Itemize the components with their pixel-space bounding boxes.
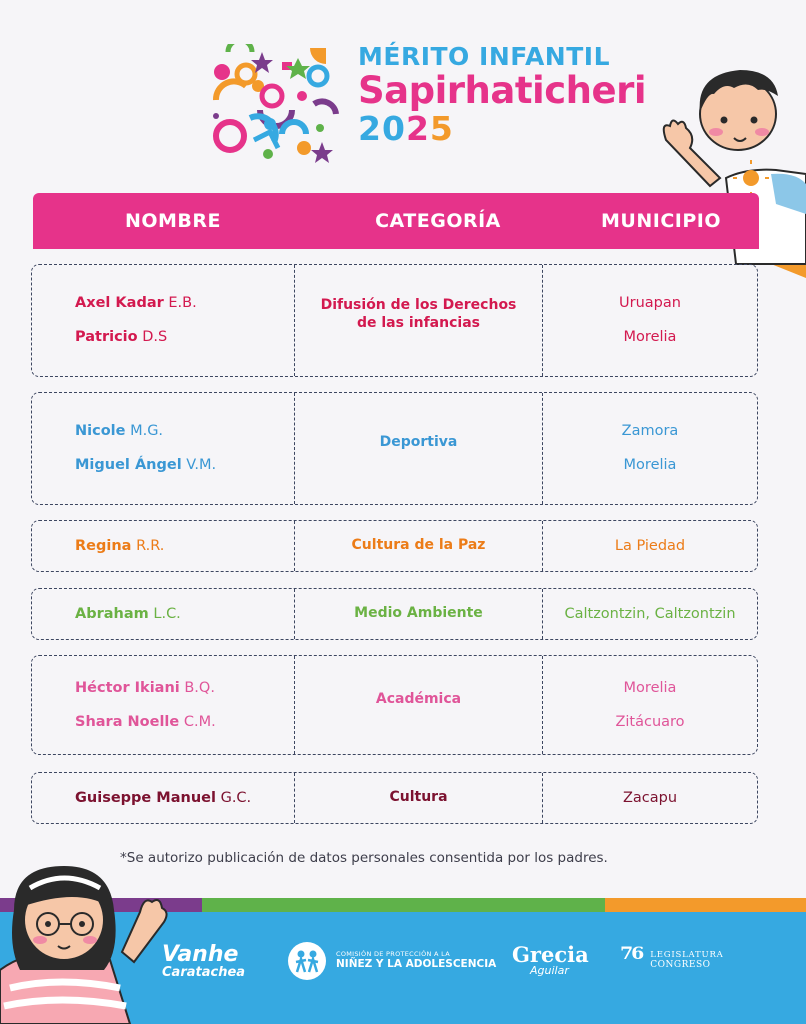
table-row [31, 772, 758, 824]
municipality-cell [543, 589, 757, 639]
category-cell [295, 521, 543, 571]
category-label: Académica [375, 691, 462, 708]
table-row [31, 588, 758, 640]
municipality: Caltzontzin, Caltzontzin [564, 605, 736, 622]
names-cell [32, 265, 295, 376]
sponsor-legislatura-logo: ⁷⁶ LEGISLATURA CONGRESO [620, 942, 724, 977]
category-label: Medio Ambiente [354, 605, 483, 622]
winner-name: Shara Noelle C.M. [75, 713, 216, 730]
winner-name: Patricio D.S [75, 329, 168, 345]
municipality: La Piedad [614, 537, 686, 554]
consent-footnote: *Se autorizo publicación de datos personales consentida por los padres. [120, 850, 608, 866]
legislatura-emblem-icon: ⁷⁶ [620, 942, 643, 977]
municipality-cell [543, 521, 757, 571]
table-row [31, 264, 758, 377]
municipality: Zamora [621, 423, 679, 440]
municipality-cell [543, 393, 757, 504]
municipality: Morelia [623, 457, 677, 473]
category-label: Deportiva [379, 433, 458, 450]
title-year: 2025 [358, 109, 454, 148]
winner-name: Héctor Ikiani B.Q. [75, 679, 215, 696]
title-sapirhaticheri: Sapirhaticheri [358, 69, 647, 112]
sponsor-grecia-logo: Grecia Aguilar [512, 942, 589, 977]
winner-name: Nicole M.G. [75, 423, 164, 440]
municipality: Morelia [623, 329, 677, 345]
sponsor-vanhe-logo: Vanhe Caratachea [162, 942, 246, 980]
winner-name: Abraham L.C. [75, 605, 181, 622]
category-cell [295, 589, 543, 639]
names-cell [32, 656, 295, 754]
category-cell [295, 656, 543, 754]
winner-name: Axel Kadar E.B. [75, 295, 197, 312]
title-merito-infantil: MÉRITO INFANTIL [358, 42, 611, 71]
winner-name: Guiseppe Manuel G.C. [75, 789, 252, 806]
names-cell [32, 521, 295, 571]
column-header-municipio: MUNICIPIO [601, 210, 721, 232]
girl-illustration-icon [0, 850, 185, 1024]
names-cell [32, 773, 295, 823]
municipality: Morelia [623, 679, 677, 696]
municipality-cell [543, 265, 757, 376]
event-title [358, 42, 646, 148]
names-cell [32, 589, 295, 639]
column-header-nombre: NOMBRE [124, 210, 222, 232]
category-cell [295, 773, 543, 823]
column-header-categoria: CATEGORÍA [375, 210, 501, 232]
municipality-cell [543, 773, 757, 823]
winner-name: Miguel Ángel V.M. [75, 457, 217, 473]
table-header [33, 193, 759, 249]
category-cell [295, 265, 543, 376]
winner-name: Regina R.R. [75, 537, 165, 554]
merito-infantil-logo-icon [210, 44, 340, 169]
table-row [31, 520, 758, 572]
category-cell [295, 393, 543, 504]
municipality-cell [543, 656, 757, 754]
table-row [31, 655, 758, 755]
category-label: Difusión de los Derechos de las infancias [320, 297, 517, 331]
municipality: Uruapan [619, 295, 681, 312]
municipality: Zitácuaro [615, 713, 685, 730]
table-row [31, 392, 758, 505]
category-label: Cultura de la Paz [351, 537, 486, 554]
category-label: Cultura [389, 789, 448, 806]
municipality: Zacapu [622, 789, 678, 806]
children-icon [288, 942, 326, 980]
sponsor-comision-logo: COMISIÓN DE PROTECCIÓN A LA NIÑEZ Y LA ADOLESCENCIA [288, 942, 496, 980]
names-cell [32, 393, 295, 504]
